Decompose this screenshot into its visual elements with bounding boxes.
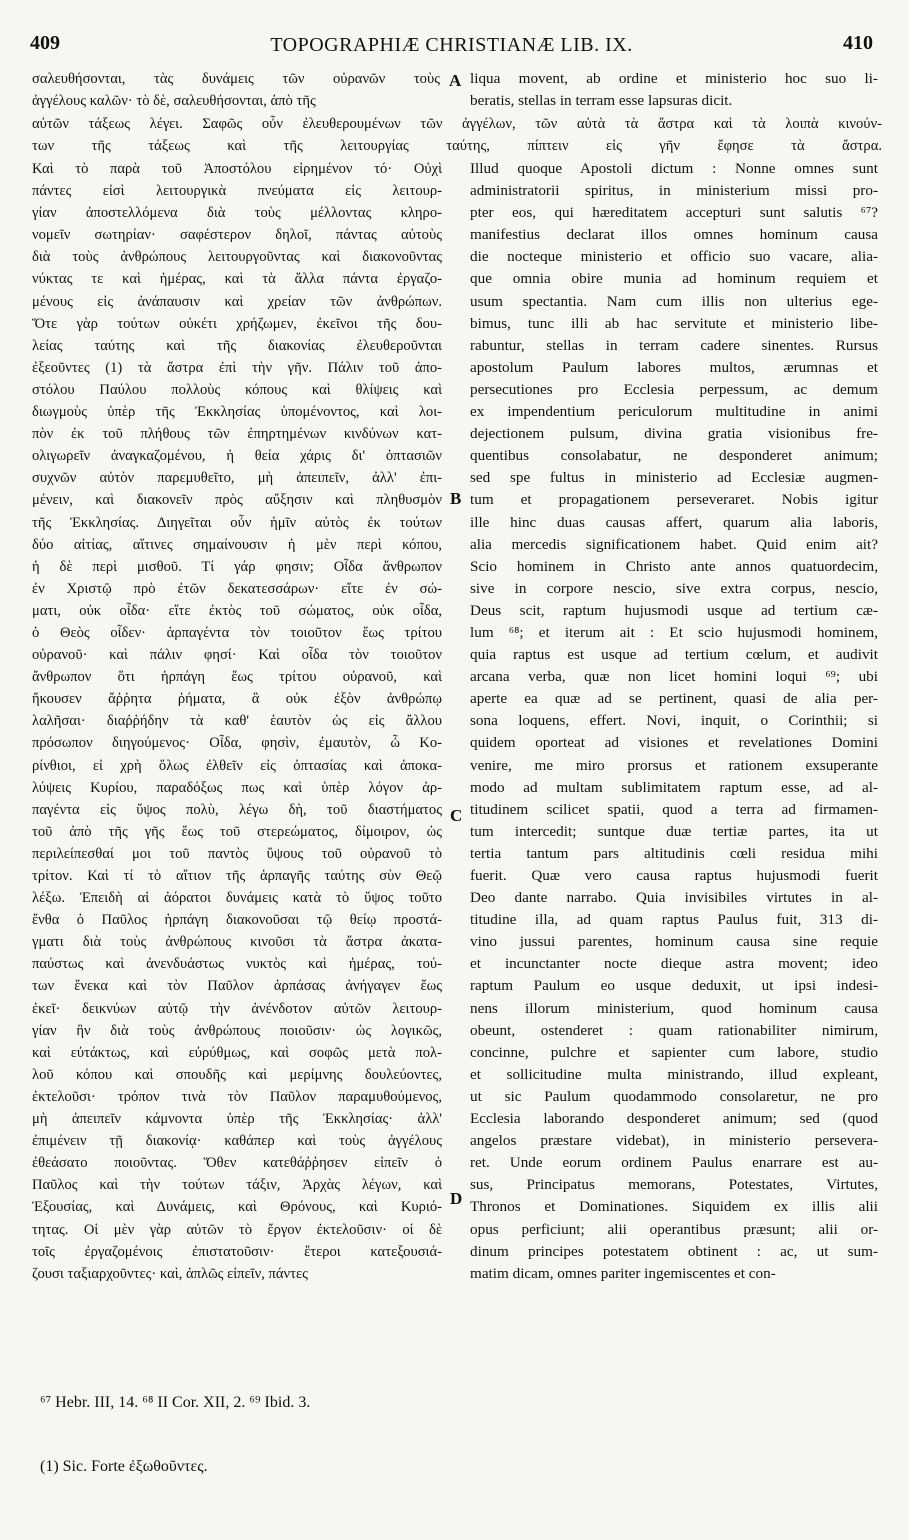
text-line: opus perficiunt; alii operantibus præsunt; alii or-	[470, 1220, 878, 1238]
text-line: λέξω. Ἐπειδὴ αἱ ἀόρατοι δυνάμεις κατὰ τὸ ὕψος τοῦτο	[32, 890, 442, 907]
text-line: λαλῆσαι· διαῤῥήδην τὰ καθ' ἑαυτὸν ὡς εἰς ἄλλου	[32, 713, 442, 730]
text-line: sus, Principatus memorans, Potestates, Virtutes,	[470, 1176, 878, 1194]
text-line: ἤκουσεν ἄῤῥητα ῥήματα, ἃ οὐκ ἐξὸν ἀνθρώπῳ	[32, 691, 442, 708]
text-line: tum et propagationem perseveraret. Nobis igitur	[470, 491, 878, 509]
full-width-line-2: των τῆς τάξεως καὶ τῆς λειτουργίας ταύτης, πίπτειν εἰς γῆν ἔφησε τὰ ἄστρα.	[32, 138, 882, 154]
text-line: tertia tantum pars altitudinis cœli residua mihi	[470, 844, 878, 862]
text-line: λείας ταύτης καὶ τῆς διακονίας ἐλευθεροῦνται	[32, 337, 442, 354]
text-line: ἐκεῖ· δεικνύων αὐτῷ τὴν ἀνένδοτον αὐτῶν λειτουρ-	[32, 1000, 442, 1017]
text-line: manifestius declarat illos omnes hominum causa	[470, 226, 878, 244]
text-line: usum spectantia. Nam cum illis non ulterius ege-	[470, 292, 878, 310]
text-line: παγέντα εἰς ὕψος πολὺ, λέγω δὴ, τοῦ διαστήματος	[32, 801, 442, 818]
text-line: ζουσι ταξιαρχοῦντες· καὶ, ἁπλῶς εἰπεῖν, πάντες	[32, 1265, 308, 1282]
text-line: venire, me miro prorsus et rationem exsuperante	[470, 756, 878, 774]
text-line: τητας. Οἱ μὲν γὰρ αὐτῶν τὸ ἔργον ἐκτελοῦσιν· οἱ δὲ	[32, 1221, 442, 1238]
text-line: μένους εἰς ἀνάπαυσιν καὶ χρείαν τῶν ἀνθρώπων.	[32, 293, 442, 310]
text-line: quidem oporteat ad visiones et revelationes Domini	[470, 734, 878, 752]
page-number-right: 410	[843, 32, 873, 54]
text-line: die nocteque ministerio et officio suo vacare, alia-	[470, 248, 878, 266]
text-line: angelos præstare videbat), in ministerio persevera-	[470, 1132, 878, 1150]
text-line: ολιγωρεῖν ἀναγκαζομένου, ἡ θεία χάρις δι' ὀπτασιῶν	[32, 448, 442, 465]
text-line: que omnia obire munia ad hominum requiem et	[470, 270, 878, 288]
text-line: νομεῖν σωτηρίαν· σαφέστερον δηλοῖ, πάντας αὐτοὺς	[32, 227, 442, 244]
text-line: Ἐξουσίας, καὶ Δυνάμεις, καὶ Θρόνους, καὶ Κυριό-	[32, 1199, 442, 1216]
text-line: Deo dante narrabo. Quia invisibiles virtutes in al-	[470, 889, 878, 907]
text-line: titudine illa, ad quam raptus Paulus fuit, 313 di-	[470, 911, 878, 929]
text-line: ἡ δὲ περὶ μισθοῦ. Τί γάρ φησιν; Οἶδα ἄνθρωπον	[32, 558, 442, 575]
text-line: ἄνθρωπον ὅτι ἡρπάγη ἕως τρίτου οὐρανοῦ, καὶ	[32, 669, 442, 686]
text-line: quia raptus est usque ad tertium cœlum, et audivit	[470, 646, 878, 664]
section-marker-c: C	[450, 806, 463, 825]
text-line: Scio hominem in Christo ante annos quatuordecim,	[470, 557, 878, 575]
text-line: ἀγγέλους καλῶν· τὸ δὲ, σαλευθήσονται, ἀπὸ τῆς	[32, 93, 316, 110]
section-marker-d: D	[450, 1189, 463, 1208]
text-line: δύο αἰτίας, αἵτινες σημαίνουσιν ἡ μὲν περὶ κόπου,	[32, 536, 442, 553]
text-line: et incunctanter nocte dieque astra movent; ideo	[470, 955, 878, 973]
text-line: σαλευθήσονται, τὰς δυνάμεις τῶν οὐρανῶν τοὺς	[32, 71, 440, 87]
text-line: vino jussui parentes, hominum causa sine requie	[470, 933, 878, 951]
text-line: περιλείπεσθαί μοι τοῦ παντὸς ὕψους τοῦ οὐρανοῦ τὸ	[32, 845, 442, 862]
latin-column	[470, 158, 878, 1288]
greek-column	[32, 158, 442, 1288]
text-line: διωγμοὺς ὑπὲρ τῆς Ἐκκλησίας ὑπομένοντος, καὶ λοι-	[32, 404, 442, 421]
text-line: lum ⁶⁸; et iterum ait : Et scio hujusmodi hominem,	[470, 623, 878, 641]
text-line: sona loquens, effert. Novi, inquit, o Corinthii; si	[470, 712, 878, 730]
text-line: ρίνθιοι, εἰ χρὴ ὅλως ἐλθεῖν εἰς ὀπτασίας καὶ ἀποκα-	[32, 757, 442, 774]
page-header	[30, 32, 873, 62]
text-line: νύκτας τε καὶ ἡμέρας, καὶ τὰ ἄλλα πάντα ἐργαζο-	[32, 271, 442, 288]
section-marker-b: B	[450, 489, 462, 508]
text-line: concinne, pulchre et sapienter cum labore, studio	[470, 1043, 878, 1061]
running-title: TOPOGRAPHIÆ CHRISTIANÆ LIB. IX.	[270, 34, 633, 56]
text-line: persecutiones pro Ecclesia perpessum, ac demum	[470, 380, 878, 398]
text-line: ἐκτελοῦσι· τρόπον τινὰ τὸν Παῦλον παραμυθούμενος,	[32, 1088, 442, 1105]
text-line: titudinem scilicet spatii, quod a terra ad firmamen-	[470, 800, 878, 818]
text-line: ex impendentium periculorum multitudine in animi	[470, 403, 878, 421]
text-line: dejectionem pulsum, divina gratia visionibus fre-	[470, 425, 878, 443]
page-number-left: 409	[30, 32, 60, 54]
text-line: πρόσωπον διηγούμενος· Οἶδα, φησὶν, ἐμαυτὸν, ὦ Κο-	[32, 735, 442, 752]
text-line: ἔνθα ὁ Παῦλος ἡρπάγη διακονοῦσαι τῷ θείῳ προστά-	[32, 912, 442, 929]
text-line: Ὅτε γὰρ τούτων οὐκέτι χρήζωμεν, ἐκεῖνοι τῆς δου-	[32, 315, 442, 332]
text-line: Thronos et Dominationes. Siquidem ex illis alii	[470, 1198, 878, 1216]
text-line: administratorii spiritus, in ministerium missi pro-	[470, 182, 878, 200]
text-line: ἐξεοῦντες (1) τὰ ἄστρα ἐπὶ τὴν γῆν. Πάλιν τοῦ ἀπο-	[32, 359, 442, 376]
text-line: obeunt, ostenderet : quam rationabiliter nimirum,	[470, 1021, 878, 1039]
text-line: et sollicitudine multa ministrando, illud expleant,	[470, 1065, 878, 1083]
text-line: tum intercedit; suntque duæ tertiæ partes, ita ut	[470, 822, 878, 840]
text-line: fuerit. Quæ vero causa raptus hujusmodi fuerit	[470, 867, 878, 884]
text-line: ἐπιμένειν τῇ διακονίᾳ· καθάπερ καὶ τοὺς ἀγγέλους	[32, 1133, 442, 1150]
text-line: ὁ Θεὸς οἶδεν· ἁρπαγέντα τὸν τοιοῦτον ἕως τρίτου	[32, 624, 442, 641]
text-line: μὴ ἀπειπεῖν κάμνοντα ὑπὲρ τῆς Ἐκκλησίας· ἀλλ'	[32, 1111, 442, 1128]
text-line: Deus scit, raptum hujusmodi usque ad tertium cæ-	[470, 601, 878, 619]
text-line: sed spe fultus in ministerio ad Ecclesiæ augmen-	[470, 469, 878, 487]
footnote-1: (1) Sic. Forte ἐξωθοῦντες.	[40, 1458, 208, 1475]
text-line: τοῦ ἀπὸ τῆς γῆς ἕως τοῦ στερεώματος, δίμοιρον, ὡς	[32, 823, 442, 840]
text-line: Illud quoque Apostoli dictum : Nonne omnes sunt	[470, 160, 878, 177]
text-line: modo ad multam sublimitatem raptum esse, ad al-	[470, 778, 878, 796]
text-line: πὸν ἐκ τοῦ πλήθους τῶν ἐπηρτημένων κινδύνων κατ-	[32, 426, 442, 443]
footnotes	[40, 1392, 740, 1480]
text-line: τοῖς ἐργαζομένοις ἐπιστατοῦσιν· ἕτεροι κατεξουσιά-	[32, 1243, 442, 1260]
latin-column-top	[470, 68, 878, 112]
text-line: aperte ea quæ ad se pertinent, quasi de alia per-	[470, 690, 878, 708]
text-line: sive in corpore nescio, sive extra corpus, nescio,	[470, 579, 878, 597]
text-line: των ἕνεκα καὶ τὸν Παῦλον ἁρπάσας ἀνήγαγεν ἕως	[32, 978, 442, 995]
text-line: Παῦλος καὶ τὴν τούτων τάξιν, Ἀρχὰς λέγων, καὶ	[32, 1177, 442, 1194]
text-line: λύψεις Κυρίου, παραδόξως πως καὶ ὑπὲρ λόγον ἀρ-	[32, 779, 442, 796]
text-line: dinum principes potestatem obtinent : ac, ut sum-	[470, 1242, 878, 1260]
text-line: Ecclesia laborando desponderet animum; sed (quod	[470, 1110, 878, 1128]
text-line: καὶ εὐτάκτως, καὶ εὐρύθμως, καὶ σοφῶς μετὰ πολ-	[32, 1044, 442, 1061]
text-line: pter eos, qui hæreditatem accepturi sunt salutis ⁶⁷?	[470, 204, 878, 222]
section-marker-a: A	[449, 71, 462, 90]
text-line: nens illorum ministerium, quod hominum causa	[470, 999, 878, 1017]
text-line: ἐν Χριστῷ πρὸ ἐτῶν δεκατεσσάρων· εἴτε ἐν σώ-	[32, 580, 442, 597]
text-line: γίαν ἀποστελλόμενα διὰ τοὺς μέλλοντας κληρο-	[32, 205, 442, 222]
text-line: Καὶ τὸ παρὰ τοῦ Ἀποστόλου εἰρημένον τό· Οὐχὶ	[32, 161, 442, 177]
text-line: συχνῶν αὐτὸν παρεμυθεῖτο, μὴ ἀπειπεῖν, ἀλλ' ἐπι-	[32, 470, 442, 487]
text-line: στόλου Παύλου πολλοὺς κόπους καὶ θλίψεις καὶ	[32, 381, 442, 398]
text-line: τῆς Ἐκκλησίας. Διηγεῖται οὖν ἡμῖν αὐτὸς ἐκ τούτων	[32, 514, 442, 531]
text-line: παύστως καὶ ἀνενδυάστως νυκτὸς καὶ ἡμέρας, τού-	[32, 956, 442, 973]
text-line: quentibus consolabatur, ne desponderet animum;	[470, 447, 878, 465]
text-line: raptum Paulum eo usque deduxit, ut ipsi indesi-	[470, 977, 878, 995]
text-line: ματι, οὐκ οἶδα· εἴτε ἐκτὸς τοῦ σώματος, οὐκ οἶδα,	[32, 602, 442, 619]
text-line: matim dicam, omnes pariter ingemiscentes et con-	[470, 1264, 776, 1282]
text-line: liqua movent, ab ordine et ministerio hoc suo li-	[470, 70, 878, 87]
text-line: apostolum Paulum labores multos, ærumnas et	[470, 358, 878, 376]
text-line: alia mercedis significationem habet. Quid enim ait?	[470, 535, 878, 553]
text-line: τρίτον. Καὶ τί τὸ αἴτιον τῆς ἁρπαγῆς ταύτης σὺν Θεῷ	[32, 868, 442, 884]
text-line: ille hinc duas causas affert, quarum alia laboris,	[470, 513, 878, 531]
footnote-references: ⁶⁷ Hebr. III, 14. ⁶⁸ II Cor. XII, 2. ⁶⁹ Ibid. 3.	[40, 1394, 311, 1411]
text-line: γίαν ἣν διὰ τοὺς ἀνθρώπους ποιοῦσιν· ὡς λογικῶς,	[32, 1022, 442, 1039]
text-line: beratis, stellas in terram esse lapsuras dicit.	[470, 92, 733, 110]
text-line: bimus, tunc illi ab hac servitute et ministerio libe-	[470, 314, 878, 332]
text-line: οὐρανοῦ· καὶ πάλιν φησί· Καὶ οἶδα τὸν τοιοῦτον	[32, 647, 442, 664]
text-line: ἐθεάσατο ποιοῦντας. Ὅθεν κατεθάῤῥησεν εἰπεῖν ὁ	[32, 1155, 442, 1172]
text-line: μένειν, καὶ διακονεῖν πρὸς αὔξησιν καὶ πληθυσμὸν	[32, 492, 442, 509]
text-line: γματι διὰ τοὺς ἀνθρώπους κινοῦσι τὰ ἄστρα ἀκατα-	[32, 934, 442, 951]
text-line: λοῦ κόπου καὶ σπουδῆς καὶ μερίμνης δουλεύοντες,	[32, 1066, 442, 1083]
text-line: arcana verba, quæ non licet homini loqui ⁶⁹; ubi	[470, 668, 878, 686]
text-line: ret. Unde eorum ordinem Paulus enarrare est au-	[470, 1154, 878, 1172]
greek-column-top	[32, 68, 440, 112]
text-line: rabuntur, stellas in terram cadere sinentes. Rursus	[470, 336, 878, 354]
text-line: διὰ τοὺς ἀνθρώπους λειτουργοῦντας καὶ διακονοῦντας	[32, 249, 442, 266]
full-width-line-1: αὐτῶν τάξεως λέγει. Σαφῶς οὖν ἐλευθερουμένων τῶν ἀγγέλων, τῶν αὐτὰ τὰ ἄστρα καὶ τὰ λοιπὰ κινούν-	[32, 116, 882, 132]
text-line: πάντες εἰσὶ λειτουργικὰ πνεύματα εἰς λειτουρ-	[32, 183, 442, 200]
text-line: ut sic Paulum quodammodo consolaretur, ne pro	[470, 1087, 878, 1105]
